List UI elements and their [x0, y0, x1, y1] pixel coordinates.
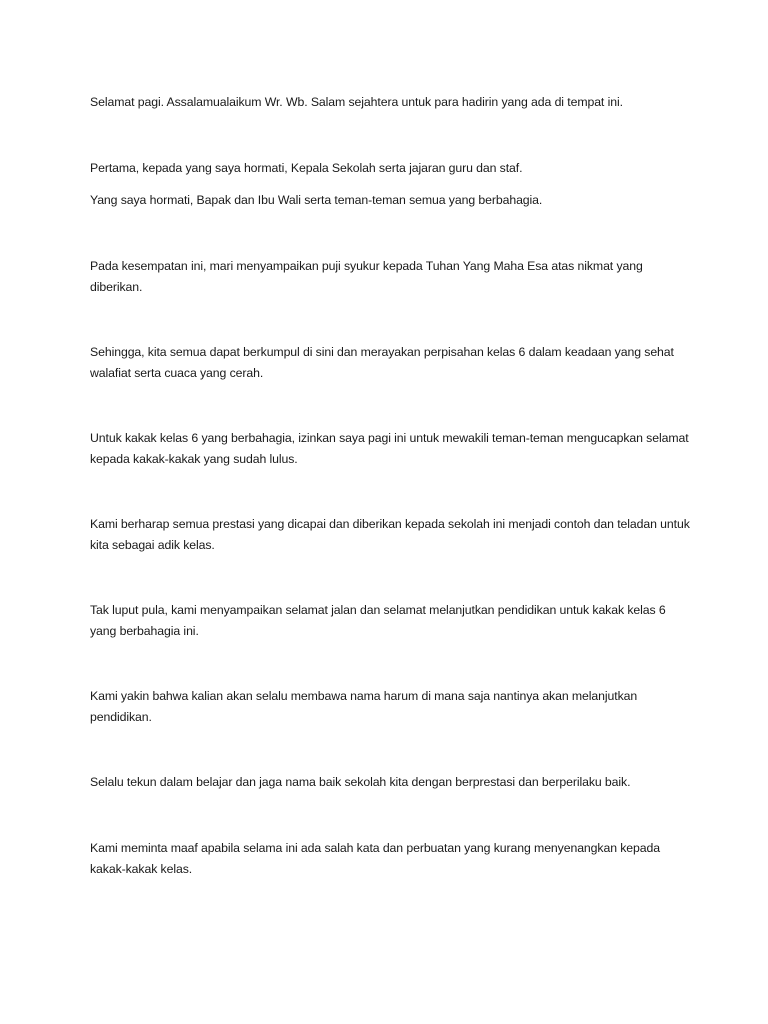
paragraph-advice: Selalu tekun dalam belajar dan jaga nama baik sekolah kita dengan berprestasi dan berperilaku baik. [90, 775, 631, 789]
paragraph-congratulations: Untuk kakak kelas 6 yang berbahagia, izinkan saya pagi ini untuk mewakili teman-teman mengucapkan selamat kepada kakak-kakak yang sudah lulus. [90, 431, 689, 466]
paragraph-confidence: Kami yakin bahwa kalian akan selalu membawa nama harum di mana saja nantinya akan melanjutkan pendidikan. [90, 689, 638, 724]
paragraph-farewell: Tak luput pula, kami menyampaikan selamat jalan dan selamat melanjutkan pendidikan untuk kakak kelas 6 yang berbahagia ini. [90, 603, 666, 638]
paragraph-hope: Kami berharap semua prestasi yang dicapai dan diberikan kepada sekolah ini menjadi contoh dan teladan untuk kita sebagai adik kelas. [90, 517, 690, 552]
paragraph-gratitude: Pada kesempatan ini, mari menyampaikan puji syukur kepada Tuhan Yang Maha Esa atas nikmat yang diberikan. [90, 259, 643, 294]
paragraph-greeting: Selamat pagi. Assalamualaikum Wr. Wb. Salam sejahtera untuk para hadirin yang ada di tempat ini. [90, 95, 623, 109]
paragraph-gathering: Sehingga, kita semua dapat berkumpul di sini dan merayakan perpisahan kelas 6 dalam keadaan yang sehat walafiat serta cuaca yang cerah. [90, 345, 674, 380]
paragraph-honor-principal: Pertama, kepada yang saya hormati, Kepala Sekolah serta jajaran guru dan staf. [90, 161, 523, 175]
paragraph-honor-parents: Yang saya hormati, Bapak dan Ibu Wali serta teman-teman semua yang berbahagia. [90, 193, 543, 207]
paragraph-apology: Kami meminta maaf apabila selama ini ada salah kata dan perbuatan yang kurang menyenangkan kepada kakak-kakak kelas. [90, 841, 660, 876]
